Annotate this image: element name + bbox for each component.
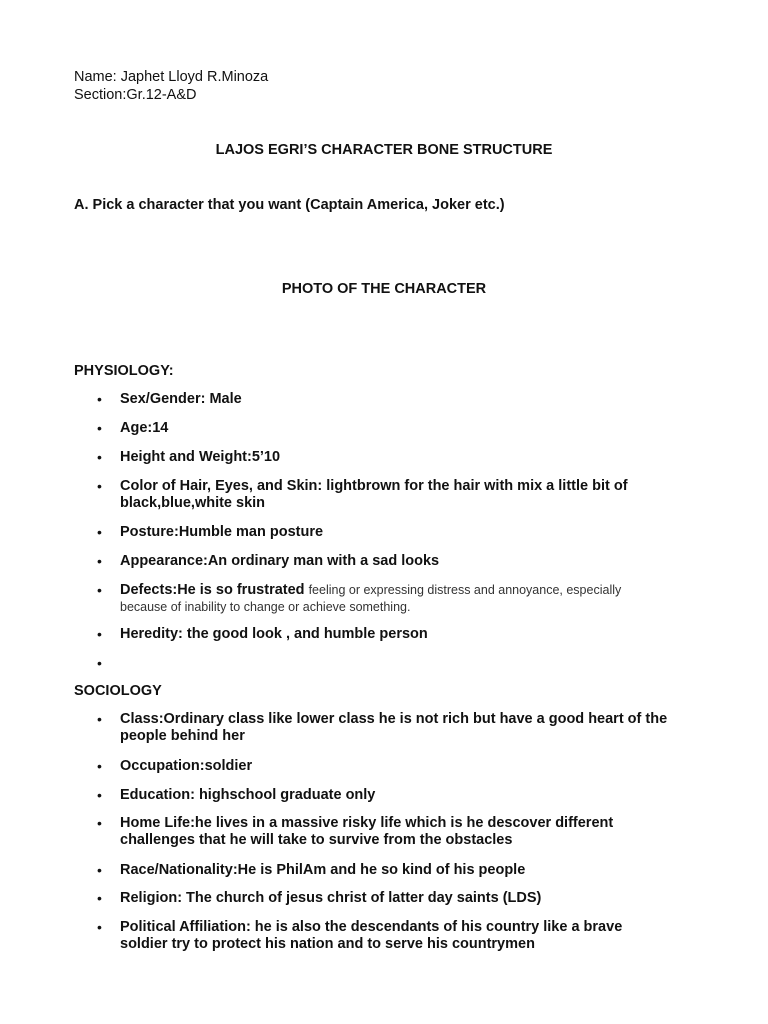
bullet-icon: • [97,711,102,727]
bullet-icon: • [97,815,102,831]
bullet-icon: • [97,758,102,774]
bullet-icon: • [97,449,102,465]
document-page: Name: Japhet Lloyd R.Minoza Section:Gr.12-A&D LAJOS EGRI’S CHARACTER BONE STRUCTURE A. Pick a character that you want (Captain America, Joker etc.) PHOTO OF THE CHARACTER PHYSIOLOGY: • Sex/Gender: Male • Age:14 • Height and Weight:5’10 • Color of Hair, Eyes, and Skin: lightbrown for the hair with mix a little bit of black,blue,white skin • Posture:Humble man posture • Appearance:An ordinary man with a sad looks • Defects:He is so frustrated feeling or expressing distress and annoyance, especially because of inability to change or achieve something. • Heredity: the good look , and humble person • SOCIOLOGY • Class:Ordinary class like lower class he is not rich but have a good heart of the people behind her • Occupation:soldier • Education: highschool graduate only • Home Life:he lives in a massive risky life which is he descover different challenges that he will take to survive from the obstacles • Race/Nationality:He is PhilAm and he so kind of his people • Religion: The church of jesus christ of latter day saints (LDS) • Political Affiliation: he is also the descendants of his country like a brave soldier try to protect his nation and to serve his countrymen [0,0,768,1024]
photo-label: PHOTO OF THE CHARACTER [281,281,487,297]
bullet-icon: • [97,478,102,494]
bullet-icon: • [97,420,102,436]
bullet-icon: • [97,787,102,803]
student-name: Name: Japhet Lloyd R.Minoza [74,69,269,85]
defects-definition: feeling or expressing distress and annoyance, especially because of inability to change or achieve something. [120,583,622,614]
bullet-icon: • [97,553,102,569]
bullet-icon: • [97,919,102,935]
bullet-icon: • [97,890,102,906]
student-section: Section:Gr.12-A&D [74,87,197,103]
bullet-icon: • [97,582,102,598]
document-title: LAJOS EGRI’S CHARACTER BONE STRUCTURE [215,142,553,158]
bullet-icon: • [97,626,102,642]
defects-label: Defects:He is so frustrated [120,582,305,598]
physiology-heading: PHYSIOLOGY: [74,363,174,379]
bullet-icon: • [97,391,102,407]
instruction-text: A. Pick a character that you want (Captain America, Joker etc.) [74,197,505,213]
sociology-heading: SOCIOLOGY [74,683,162,699]
bullet-icon: • [97,655,102,671]
bullet-icon: • [97,862,102,878]
bullet-icon: • [97,524,102,540]
